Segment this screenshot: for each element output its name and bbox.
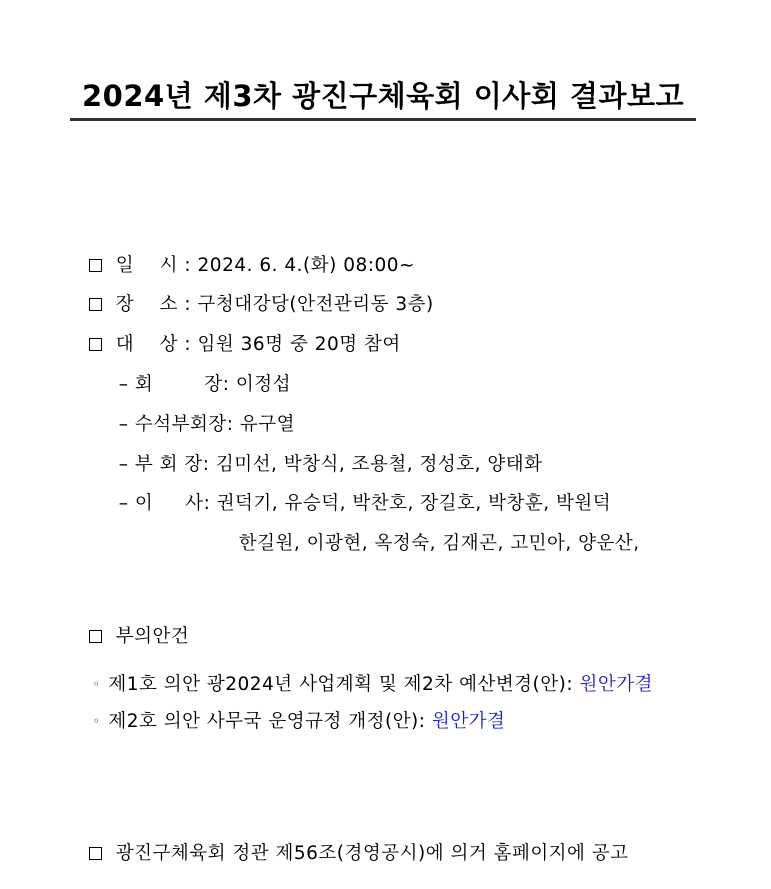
director-value-line1: 권덕기, 유승덕, 박찬호, 장길호, 박창훈, 박원덕: [216, 493, 612, 514]
date-label: 일 시: [115, 255, 179, 276]
agenda-heading-row: [76, 601, 189, 649]
dash-bullet: –: [118, 454, 135, 475]
dash-bullet: –: [118, 374, 135, 395]
agenda-item-text: 제1호 의안 광2024년 사업계획 및 제2차 예산변경(안):: [108, 674, 580, 695]
vice-value: 김미선, 박창식, 조용철, 정성호, 양태화: [215, 454, 543, 475]
colon-separator: :: [226, 414, 240, 435]
chair-value: 이정섭: [235, 374, 291, 395]
dash-bullet: –: [118, 414, 135, 435]
chair-label: 회 장: [134, 374, 223, 395]
circle-bullet-icon: ◦: [92, 714, 101, 728]
director-continuation-row: [226, 508, 640, 556]
senior-vice-value: 유구열: [239, 414, 296, 435]
date-value: 2024. 6. 4.(화) 08:00~: [197, 255, 416, 276]
colon-separator: :: [222, 374, 236, 395]
agenda-item-result: 원안가결: [431, 711, 506, 732]
target-label: 대 상: [115, 334, 179, 355]
circle-bullet-icon: ◦: [92, 677, 101, 691]
senior-vice-label: 수석부회장: [134, 414, 227, 435]
colon-separator: :: [202, 454, 216, 475]
place-label: 장 소: [115, 294, 179, 315]
target-value: 임원 36명 중 20명 참여: [197, 334, 401, 355]
colon-separator: :: [203, 493, 217, 514]
checkbox-icon: [89, 338, 102, 351]
agenda-heading: 부의안건: [115, 626, 190, 647]
director-value-line2: 한길원, 이광현, 옥정숙, 김재곤, 고민아, 양운산,: [238, 533, 640, 554]
colon-separator: :: [178, 294, 198, 315]
place-value: 구청대강당(안전관리동 3층): [197, 294, 434, 315]
document-title: 2024년 제3차 광진구체육회 이사회 결과보고: [81, 79, 684, 113]
title-underline: [70, 118, 696, 121]
agenda-item-result: 원안가결: [579, 674, 653, 695]
notice-text: 광진구체육회 정관 제56조(경영공시)에 의거 홈페이지에 공고: [115, 843, 629, 864]
agenda-item: [80, 685, 505, 734]
checkbox-icon: [89, 630, 102, 643]
notice-row: [76, 818, 629, 866]
colon-separator: :: [178, 334, 198, 355]
checkbox-icon: [89, 847, 102, 860]
vice-label: 부 회 장: [134, 454, 203, 475]
agenda-item-text: 제2호 의안 사무국 운영규정 개정(안):: [108, 711, 432, 732]
dash-bullet: –: [118, 493, 135, 514]
colon-separator: :: [178, 255, 198, 276]
director-label: 이 사: [134, 493, 204, 514]
